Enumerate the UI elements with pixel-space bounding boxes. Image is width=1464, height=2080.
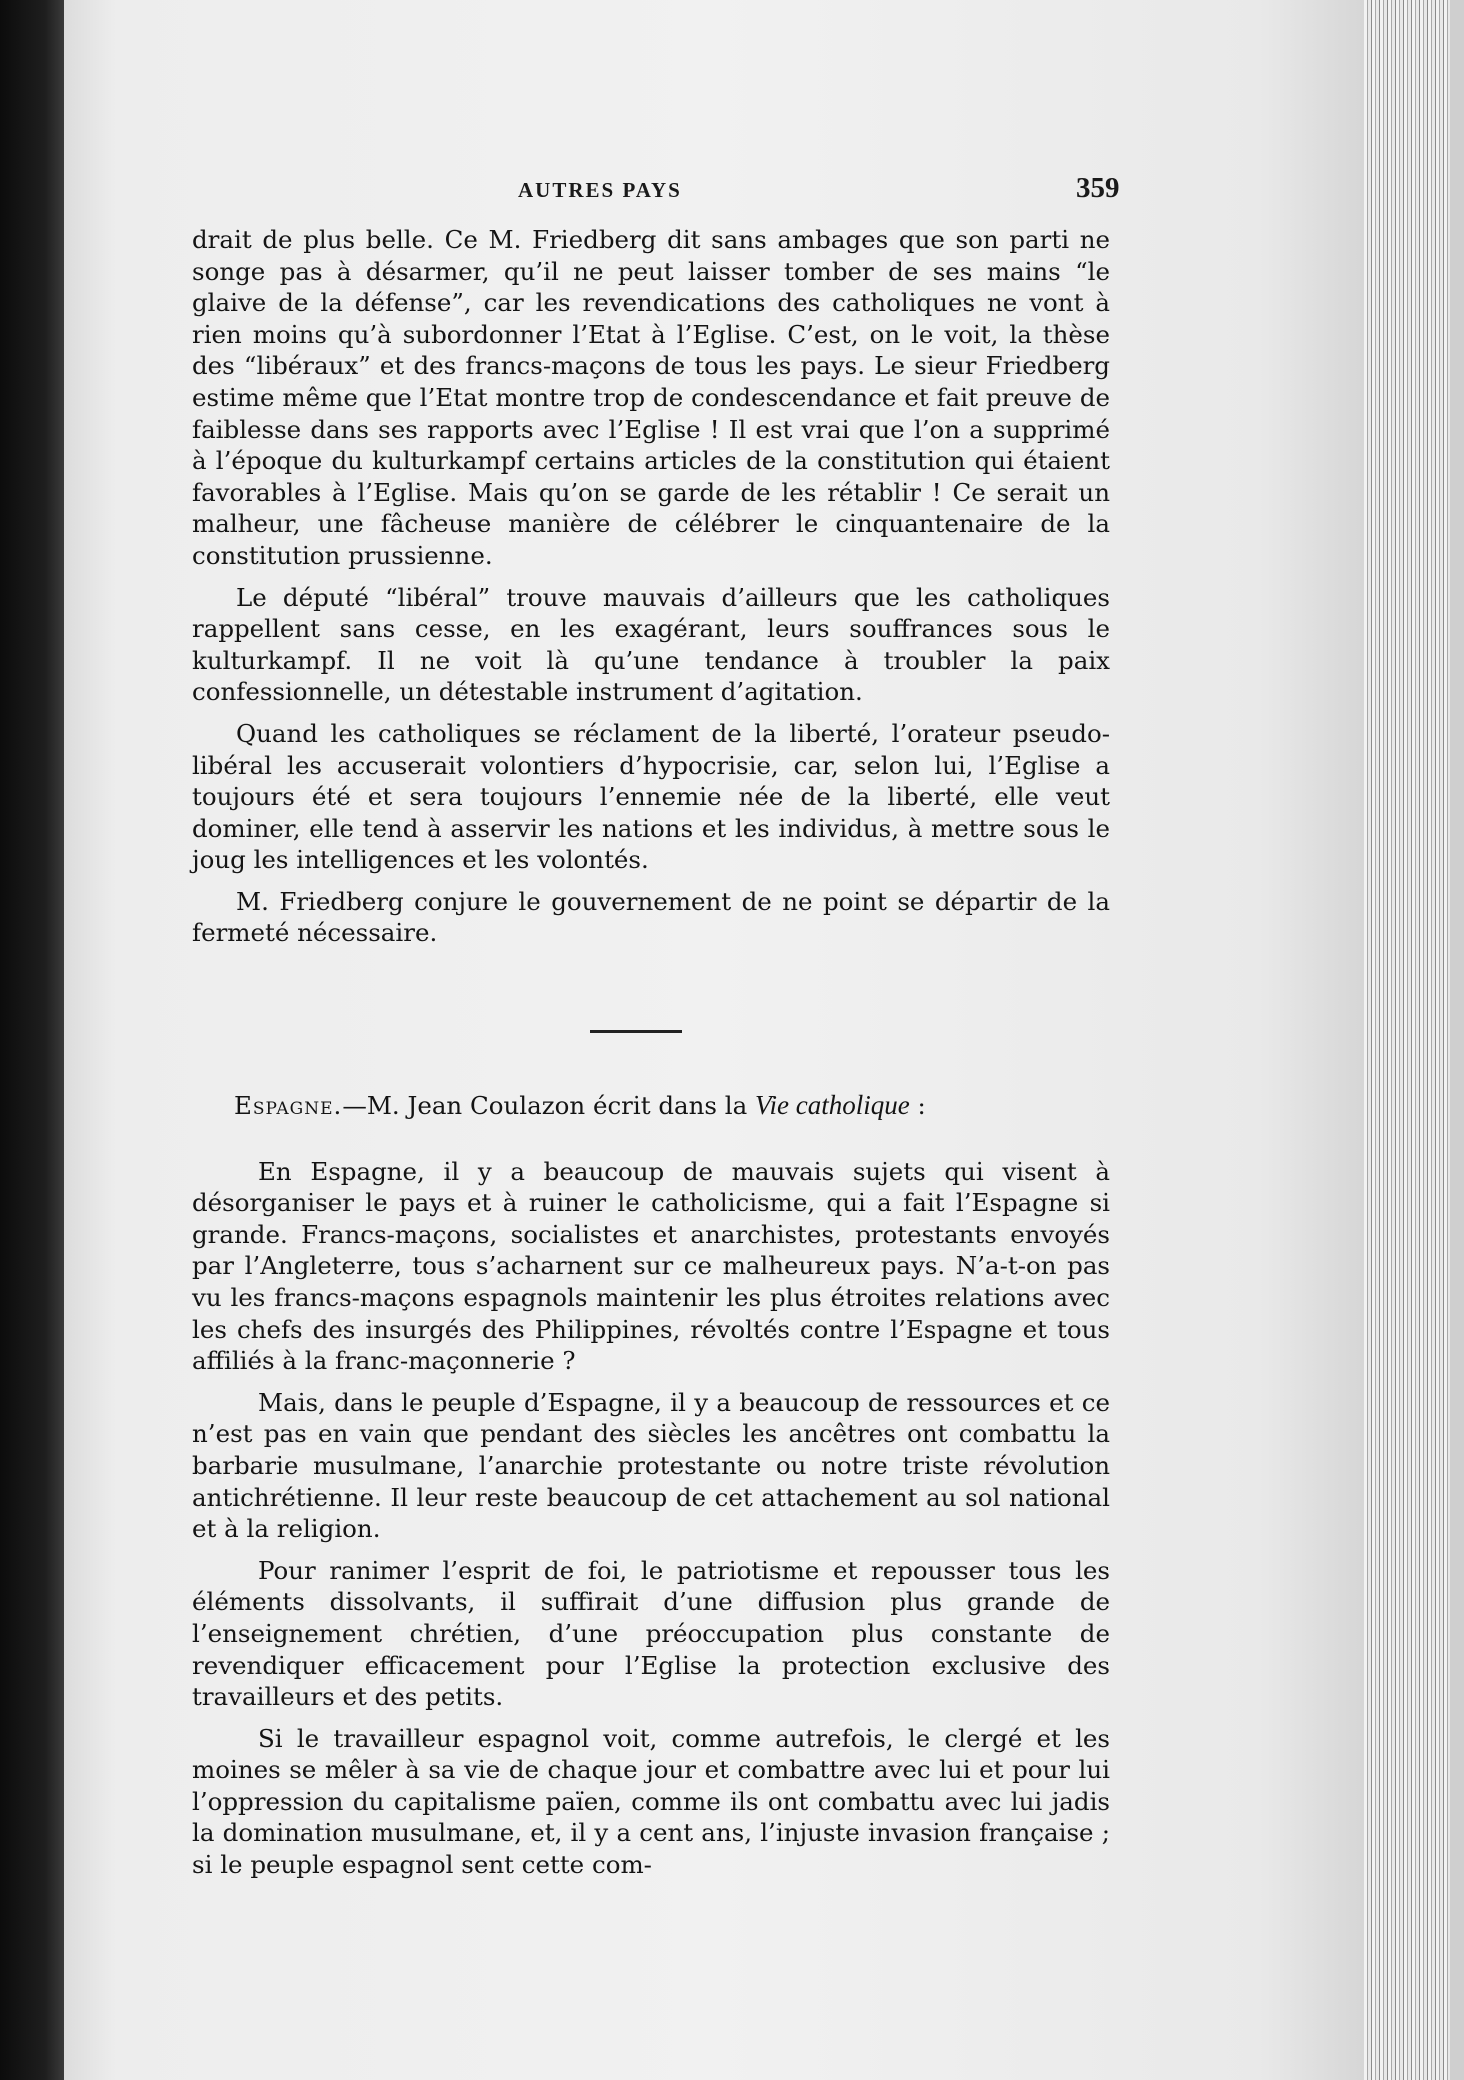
heading-end: : xyxy=(909,1091,926,1120)
paragraph-gap xyxy=(192,1545,1110,1555)
section-heading xyxy=(234,1090,1110,1122)
page-header xyxy=(0,172,1464,218)
paragraph: En Espagne, il y a beaucoup de mauvais sujets qui visent à désorganiser le pays et à ruiner le catholicisme, qui a fait l’Espagne si grande. Francs-maçons, socialistes et anarchistes, protestants envoyés par l’Angleterre, tous s’acharnent sur ce malheureux pays. N’a-t-on pas vu les francs-maçons espagnols maintenir les plus étroites relations avec les chefs des insurgés des Philippines, révoltés contre l’Espagne et tous affiliés à la franc-maçonnerie ? xyxy=(192,1156,1110,1376)
section-germany xyxy=(192,224,1110,949)
paragraph: Le député “libéral” trouve mauvais d’ailleurs que les catholiques rappellent sans cesse, en les exagérant, leurs souffrances sous le kulturkampf. Il ne voit là qu’une tendance à troubler la paix confessionnelle, un détestable instrument d’agitation. xyxy=(192,582,1110,707)
paragraph: Mais, dans le peuple d’Espagne, il y a beaucoup de ressources et ce n’est pas en vain que pendant des siècles les ancêtres ont combattu la barbarie musulmane, l’anarchie protestante ou notre triste révolution antichrétienne. Il leur reste beaucoup de cet attachement au sol national et à la religion. xyxy=(192,1387,1110,1544)
paragraph: drait de plus belle. Ce M. Friedberg dit sans ambages que son parti ne songe pas à désarmer, qu’il ne peut laisser tomber de ses mains “le glaive de la défense”, car les revendications des catholiques ne vont à rien moins qu’à subordonner l’Etat à l’Eglise. C’est, on le voit, la thèse des “libéraux” et des francs-maçons de tous les pays. Le sieur Friedberg estime même que l’Etat montre trop de condescendance et fait preuve de faiblesse dans ses rapports avec l’Eglise ! Il est vrai que l’on a supprimé à l’époque du kulturkampf certains articles de la constitution qui étaient favorables à l’Eglise. Mais qu’on se garde de les rétablir ! Ce serait un malheur, une fâcheuse manière de célébrer le cinquantenaire de la constitution prussienne. xyxy=(192,225,1110,570)
paragraph-gap xyxy=(192,876,1110,886)
paragraph: Pour ranimer l’esprit de foi, le patriotisme et repousser tous les éléments dissolvants, il suffirait d’une diffusion plus grande de l’enseignement chrétien, d’une préoccupation plus constante de revendiquer efficacement pour l’Eglise la protection exclusive des travailleurs et des petits. xyxy=(192,1555,1110,1712)
paragraph-gap xyxy=(192,1713,1110,1723)
paragraph: Si le travailleur espagnol voit, comme autrefois, le clergé et les moines se mêler à sa vie de chaque jour et combattre avec lui et pour lui l’oppression du capitalisme païen, comme ils ont combattu avec lui jadis la domination musulmane, et, il y a cent ans, l’injuste invasion française ; si le peuple espagnol sent cette com- xyxy=(192,1723,1110,1880)
page-edges xyxy=(1364,0,1464,2080)
quoted-text xyxy=(192,1156,1110,1881)
book-binding xyxy=(0,0,64,2080)
source-title: Vie catholique xyxy=(755,1090,910,1120)
section-divider xyxy=(590,1030,682,1033)
paragraph-gap xyxy=(192,572,1110,582)
paragraph: M. Friedberg conjure le gouvernement de ne point se départir de la fermeté nécessaire. xyxy=(192,886,1110,948)
section-spain xyxy=(192,1090,1110,1881)
paragraph-gap xyxy=(192,708,1110,718)
paragraph: Quand les catholiques se réclament de la liberté, l’orateur pseudo-libéral les accuserait volontiers d’hypocrisie, car, selon lui, l’Eglise a toujours été et sera toujours l’ennemie née de la liberté, elle veut dominer, elle tend à asservir les nations et les individus, à mettre sous le joug les intelligences et les volontés. xyxy=(192,718,1110,875)
paragraph-gap xyxy=(192,1377,1110,1387)
section-label: Espagne. xyxy=(234,1091,343,1120)
running-title: AUTRES PAYS xyxy=(518,178,682,202)
page-number: 359 xyxy=(1076,172,1120,204)
heading-text: —M. Jean Coulazon écrit dans la xyxy=(342,1091,756,1120)
